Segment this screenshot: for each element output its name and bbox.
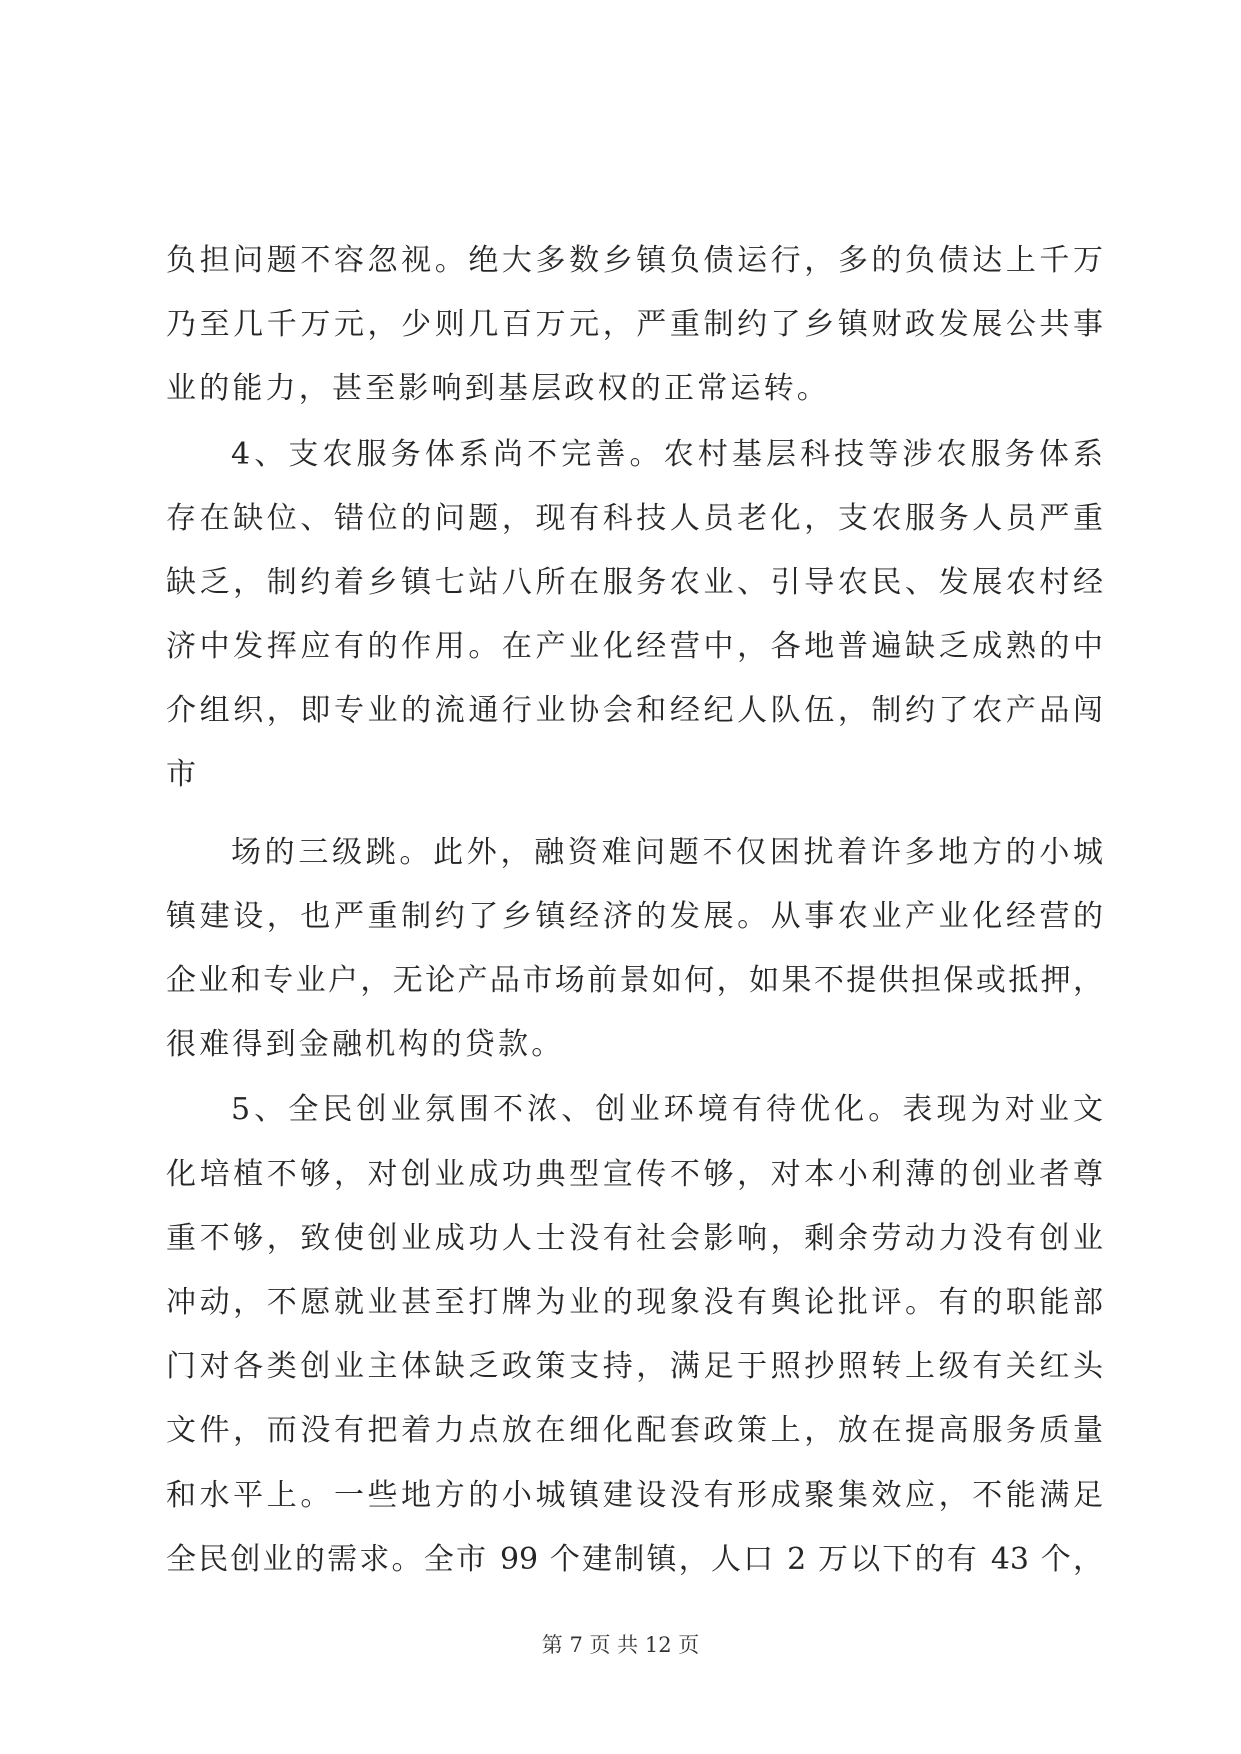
body-text-line: 市	[166, 757, 200, 792]
body-text-line: 门对各类创业主体缺乏政策支持，满足于照抄照转上级有关红头	[166, 1349, 1103, 1384]
body-text-line: 冲动，不愿就业甚至打牌为业的现象没有舆论批评。有的职能部	[166, 1285, 1103, 1320]
body-text-line: 重不够，致使创业成功人士没有社会影响，剩余劳动力没有创业	[166, 1221, 1103, 1256]
body-text-line: 乃至几千万元，少则几百万元，严重制约了乡镇财政发展公共事	[166, 307, 1103, 342]
body-text-line: 文件，而没有把着力点放在细化配套政策上，放在提高服务质量	[166, 1413, 1103, 1448]
body-text-line: 介组织，即专业的流通行业协会和经纪人队伍，制约了农产品闯	[166, 693, 1103, 728]
body-text-line: 存在缺位、错位的问题，现有科技人员老化，支农服务人员严重	[166, 501, 1103, 536]
paragraph-first-line: 4、支农服务体系尚不完善。农村基层科技等涉农服务体系	[231, 437, 1103, 472]
body-text-line: 企业和专业户，无论产品市场前景如何，如果不提供担保或抵押，	[166, 963, 1103, 998]
body-text-line: 和水平上。一些地方的小城镇建设没有形成聚集效应，不能满足	[166, 1478, 1103, 1513]
body-text-line: 缺乏，制约着乡镇七站八所在服务农业、引导农民、发展农村经	[166, 565, 1103, 600]
body-text-line: 济中发挥应有的作用。在产业化经营中，各地普遍缺乏成熟的中	[166, 629, 1103, 664]
paragraph-first-line: 场的三级跳。此外，融资难问题不仅困扰着许多地方的小城	[231, 835, 1103, 870]
paragraph-first-line: 5、全民创业氛围不浓、创业环境有待优化。表现为对业文	[231, 1092, 1103, 1127]
body-text-line: 化培植不够，对创业成功典型宣传不够，对本小利薄的创业者尊	[166, 1157, 1103, 1192]
body-text-line: 负担问题不容忽视。绝大多数乡镇负债运行，多的负债达上千万	[166, 243, 1103, 278]
body-text-line: 业的能力，甚至影响到基层政权的正常运转。	[166, 371, 830, 406]
body-text-line: 全民创业的需求。全市 99 个建制镇，人口 2 万以下的有 43 个，	[166, 1542, 1103, 1577]
body-text-line: 很难得到金融机构的贷款。	[166, 1027, 565, 1062]
page-footer: 第 7 页 共 12 页	[541, 1633, 700, 1657]
body-text-line: 镇建设，也严重制约了乡镇经济的发展。从事农业产业化经营的	[166, 899, 1103, 934]
